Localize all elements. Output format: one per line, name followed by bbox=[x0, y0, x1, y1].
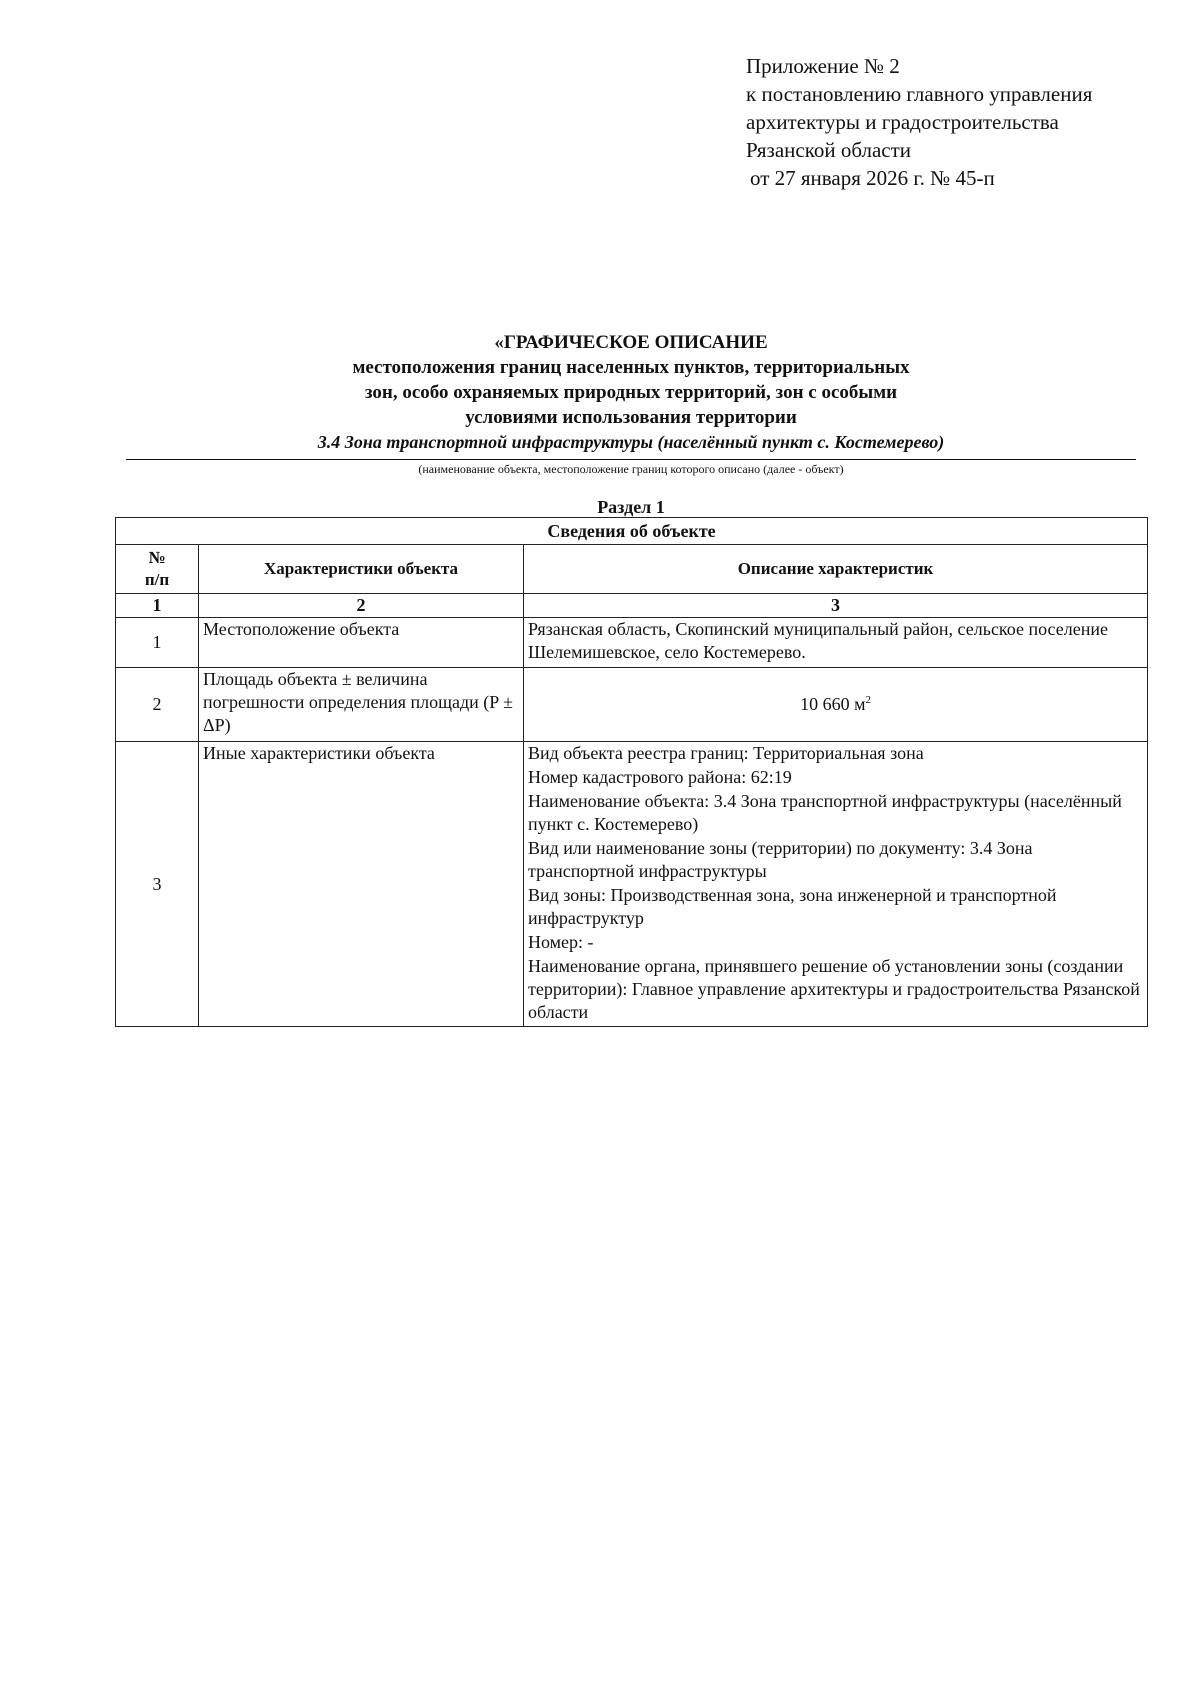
table-row bbox=[116, 668, 1148, 742]
description-line: Вид объекта реестра границ: Территориальная зона bbox=[528, 743, 924, 763]
description-line: Наименование объекта: 3.4 Зона транспортной инфраструктуры (населённый пункт с. Костемерево) bbox=[528, 791, 1122, 834]
header-number-line2: п/п bbox=[144, 570, 170, 589]
object-name-caption: (наименование объекта, местоположение границ которого описано (далее - объект) bbox=[418, 462, 844, 476]
header-number-line1: № bbox=[148, 548, 166, 567]
title-line: «ГРАФИЧЕСКОЕ ОПИСАНИЕ bbox=[494, 332, 768, 353]
appendix-block bbox=[746, 52, 1166, 192]
title-line: зон, особо охраняемых природных территорий, зон с особыми bbox=[364, 382, 898, 403]
row-description bbox=[524, 742, 1148, 1027]
row-characteristic: Местоположение объекта bbox=[199, 618, 524, 668]
document-title bbox=[126, 330, 1136, 453]
column-number-row bbox=[116, 594, 1148, 618]
description-line: Номер кадастрового района: 62:19 bbox=[528, 767, 792, 787]
row-index: 3 bbox=[116, 742, 199, 1027]
description-line: Номер: - bbox=[528, 932, 594, 952]
appendix-line: Приложение № 2 bbox=[746, 54, 900, 78]
row-index: 1 bbox=[116, 618, 199, 668]
row-description: Рязанская область, Скопинский муниципальный район, сельское поселение Шелемишевское, село Костемерево. bbox=[524, 618, 1148, 668]
header-number bbox=[116, 545, 199, 594]
header-characteristic: Характеристики объекта bbox=[199, 545, 524, 594]
object-info-table bbox=[115, 517, 1148, 1027]
area-value: 10 660 м bbox=[800, 694, 866, 714]
table-row bbox=[116, 618, 1148, 668]
title-line: условиями использования территории bbox=[465, 407, 797, 428]
column-number: 1 bbox=[116, 594, 199, 618]
appendix-line: Рязанской области bbox=[746, 138, 912, 162]
row-description bbox=[524, 668, 1148, 742]
appendix-line: архитектуры и градостроительства bbox=[746, 110, 1059, 134]
description-line: Вид или наименование зоны (территории) по документу: 3.4 Зона транспортной инфраструктуры bbox=[528, 838, 1033, 881]
title-line: местоположения границ населенных пунктов, территориальных bbox=[352, 357, 910, 378]
area-unit-exponent: 2 bbox=[865, 694, 871, 706]
appendix-line: к постановлению главного управления bbox=[746, 82, 1093, 106]
table-caption-row bbox=[116, 518, 1148, 545]
column-number: 3 bbox=[524, 594, 1148, 618]
table-header-row bbox=[116, 545, 1148, 594]
row-index: 2 bbox=[116, 668, 199, 742]
object-name: 3.4 Зона транспортной инфраструктуры (населённый пункт с. Костемерево) bbox=[317, 432, 945, 452]
description-line: Наименование органа, принявшего решение об установлении зоны (создании территории): Главное управление архитектуры и градостроительства Рязанской области bbox=[528, 956, 1140, 1022]
title-underline bbox=[126, 459, 1136, 460]
row-characteristic: Иные характеристики объекта bbox=[199, 742, 524, 1027]
section-title: Раздел 1 bbox=[597, 497, 665, 517]
table-caption: Сведения об объекте bbox=[116, 518, 1148, 545]
row-characteristic: Площадь объекта ± величина погрешности определения площади (P ± ΔP) bbox=[199, 668, 524, 742]
appendix-date-line: от 27 января 2026 г. № 45-п bbox=[750, 166, 995, 190]
column-number: 2 bbox=[199, 594, 524, 618]
table-row bbox=[116, 742, 1148, 1027]
header-description: Описание характеристик bbox=[524, 545, 1148, 594]
description-line: Вид зоны: Производственная зона, зона инженерной и транспортной инфраструктур bbox=[528, 885, 1057, 928]
